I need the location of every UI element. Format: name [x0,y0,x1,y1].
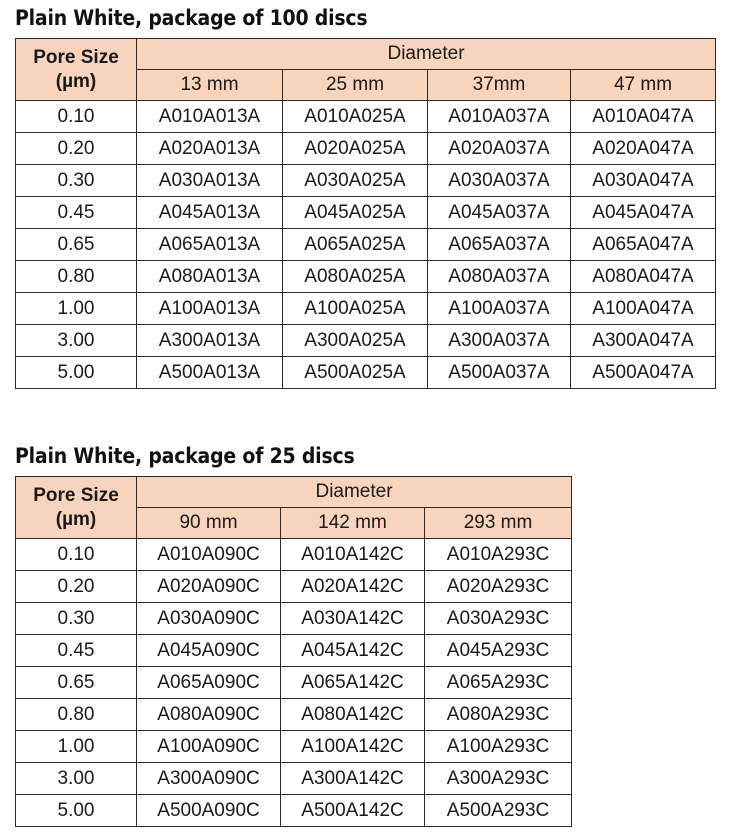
pore-size-cell: 0.30 [16,165,137,197]
part-number-cell: A020A025A [283,133,428,165]
diameter-header: Diameter [137,39,716,70]
part-number-cell: A010A037A [428,101,571,133]
part-number-cell: A010A090C [137,539,281,571]
part-number-cell: A100A293C [425,731,572,763]
diameter-column-header: 90 mm [137,508,281,539]
diameter-column-header: 25 mm [283,70,428,101]
part-number-cell: A010A025A [283,101,428,133]
section-title: Plain White, package of 25 discs [15,444,355,468]
part-number-cell: A500A047A [571,357,716,389]
part-number-cell: A080A090C [137,699,281,731]
table-row [16,325,716,357]
part-number-cell: A010A293C [425,539,572,571]
diameter-column-header: 142 mm [281,508,425,539]
part-number-cell: A500A142C [281,795,425,827]
part-number-cell: A500A037A [428,357,571,389]
pore-size-cell: 0.80 [16,261,137,293]
part-number-cell: A080A142C [281,699,425,731]
part-number-cell: A300A025A [283,325,428,357]
table-body [16,539,572,827]
part-number-cell: A080A013A [137,261,283,293]
pore-size-cell: 3.00 [16,763,137,795]
pore-size-cell: 0.10 [16,539,137,571]
part-number-cell: A300A013A [137,325,283,357]
part-number-cell: A045A037A [428,197,571,229]
part-number-cell: A045A293C [425,635,572,667]
part-number-cell: A100A013A [137,293,283,325]
part-number-cell: A500A090C [137,795,281,827]
pore-size-cell: 1.00 [16,731,137,763]
part-number-cell: A100A142C [281,731,425,763]
part-number-cell: A020A013A [137,133,283,165]
part-number-cell: A065A047A [571,229,716,261]
table-row [16,571,572,603]
part-number-cell: A065A013A [137,229,283,261]
part-number-cell: A045A142C [281,635,425,667]
pore-size-cell: 0.45 [16,197,137,229]
pore-size-cell: 0.20 [16,571,137,603]
pore-size-cell: 0.30 [16,603,137,635]
table-row [16,229,716,261]
pore-size-cell: 0.65 [16,229,137,261]
part-number-cell: A010A047A [571,101,716,133]
pore-size-cell: 5.00 [16,795,137,827]
table-row [16,795,572,827]
part-number-cell: A100A037A [428,293,571,325]
part-number-cell: A010A142C [281,539,425,571]
part-number-cell: A030A293C [425,603,572,635]
pore-size-cell: 0.10 [16,101,137,133]
part-number-cell: A080A293C [425,699,572,731]
section-title: Plain White, package of 100 discs [15,6,368,30]
part-number-cell: A030A047A [571,165,716,197]
part-number-cell: A020A090C [137,571,281,603]
table-row [16,197,716,229]
part-number-cell: A100A025A [283,293,428,325]
part-number-cell: A300A047A [571,325,716,357]
pore-size-cell: 3.00 [16,325,137,357]
part-number-cell: A020A142C [281,571,425,603]
part-number-cell: A030A013A [137,165,283,197]
pore-size-cell: 0.45 [16,635,137,667]
table-row [16,261,716,293]
part-number-cell: A065A090C [137,667,281,699]
part-number-cell: A080A025A [283,261,428,293]
part-number-cell: A030A090C [137,603,281,635]
diameter-column-header: 13 mm [137,70,283,101]
table-row [16,357,716,389]
table-row [16,699,572,731]
part-number-cell: A020A293C [425,571,572,603]
part-number-cell: A045A025A [283,197,428,229]
table-row [16,539,572,571]
diameter-header: Diameter [137,477,572,508]
part-number-cell: A300A142C [281,763,425,795]
table-row [16,165,716,197]
table-row [16,101,716,133]
pore-size-cell: 1.00 [16,293,137,325]
part-number-cell: A100A047A [571,293,716,325]
part-number-cell: A065A293C [425,667,572,699]
pore-size-header: Pore Size (µm) [16,477,137,539]
part-number-cell: A300A293C [425,763,572,795]
part-number-table [15,476,572,827]
pore-size-cell: 0.80 [16,699,137,731]
table-section-25-discs [15,440,571,832]
pore-size-cell: 0.20 [16,133,137,165]
table-row [16,293,716,325]
diameter-column-header: 47 mm [571,70,716,101]
pore-size-cell: 0.65 [16,667,137,699]
table-row [16,731,572,763]
part-number-cell: A045A090C [137,635,281,667]
part-number-cell: A065A142C [281,667,425,699]
part-number-cell: A500A013A [137,357,283,389]
part-number-cell: A500A293C [425,795,572,827]
part-number-cell: A045A013A [137,197,283,229]
table-row [16,667,572,699]
table-row [16,635,572,667]
part-number-cell: A030A142C [281,603,425,635]
table-row [16,133,716,165]
part-number-cell: A300A090C [137,763,281,795]
part-number-cell: A080A047A [571,261,716,293]
part-number-cell: A030A025A [283,165,428,197]
diameter-column-header: 293 mm [425,508,572,539]
part-number-cell: A100A090C [137,731,281,763]
part-number-cell: A500A025A [283,357,428,389]
table-section-100-discs [15,2,715,394]
part-number-cell: A065A025A [283,229,428,261]
part-number-cell: A030A037A [428,165,571,197]
part-number-cell: A045A047A [571,197,716,229]
part-number-cell: A020A047A [571,133,716,165]
part-number-cell: A080A037A [428,261,571,293]
pore-size-cell: 5.00 [16,357,137,389]
table-row [16,763,572,795]
part-number-cell: A065A037A [428,229,571,261]
part-number-cell: A010A013A [137,101,283,133]
part-number-table [15,38,716,389]
table-row [16,603,572,635]
pore-size-header: Pore Size (µm) [16,39,137,101]
table-body [16,101,716,389]
part-number-cell: A020A037A [428,133,571,165]
part-number-cell: A300A037A [428,325,571,357]
diameter-column-header: 37mm [428,70,571,101]
